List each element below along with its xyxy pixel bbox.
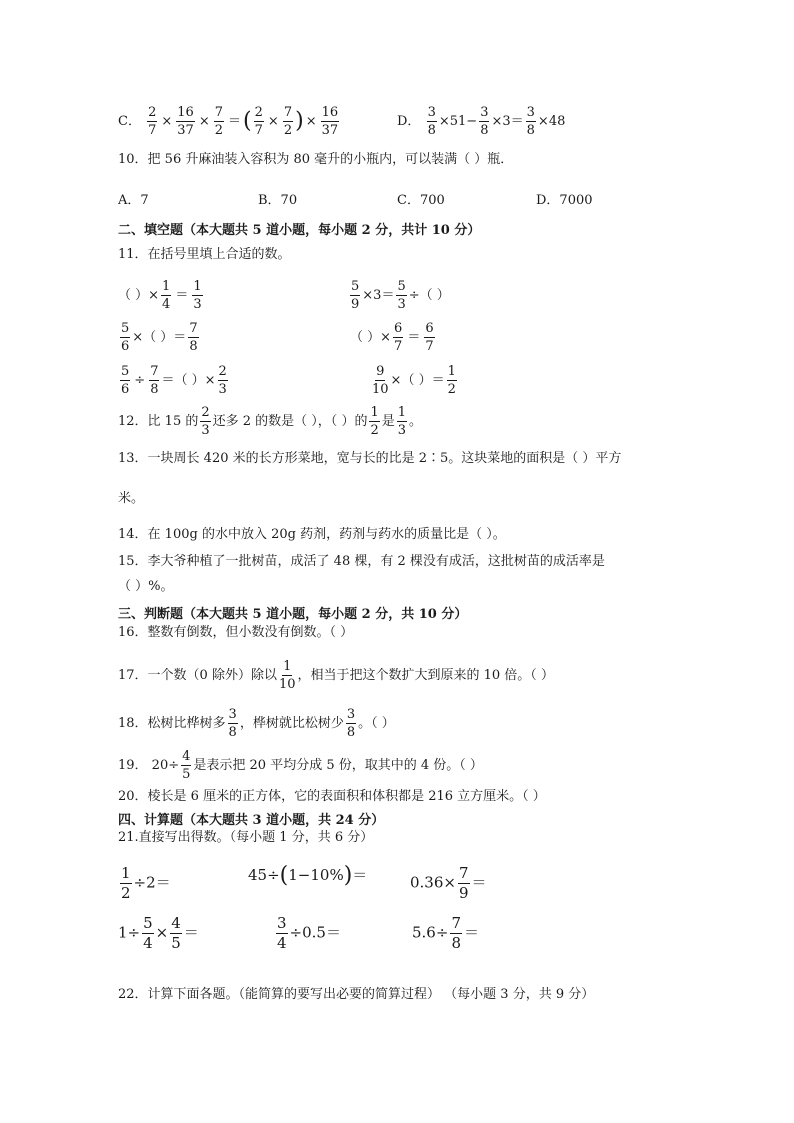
fraction: $\frac{3}{8}$ xyxy=(480,105,489,138)
question-19: 19． 20÷ $\frac{4}{5}$ 是表示把 20 平均分成 5 份，取其中的 4 份。（ ） xyxy=(118,749,483,782)
expr-text: ×48 xyxy=(537,114,566,129)
expr-text: ×51− xyxy=(438,114,478,129)
fraction: $\frac{2}{7}$ xyxy=(148,105,157,138)
section-title: 三、判断题（本大题共 5 道小题，每小题 2 分，共 10 分） xyxy=(118,607,468,622)
q21-expr-1: $\frac{1}{2}$ ÷2＝ xyxy=(121,864,171,902)
q11-row1-left: （ ）× $\frac{1}{4}$ ＝ $\frac{1}{3}$ xyxy=(118,279,202,312)
fraction: $\frac{16}{37}$ xyxy=(177,105,194,138)
question-11: 11．在括号里填上合适的数。 xyxy=(118,247,291,262)
q10-option-c: C．700 xyxy=(397,193,445,208)
question-13-line2: 米。 xyxy=(118,491,145,506)
fraction: $\frac{7}{2}$ xyxy=(214,105,224,138)
question-21: 21.直接写出得数。（每小题 1 分，共 6 分） xyxy=(118,830,374,845)
q10-option-a: A．7 xyxy=(118,193,149,208)
fraction: $\frac{4}{5}$ xyxy=(182,749,191,782)
question-15-line1: 15．李大爷种植了一批树苗，成活了 48 棵，有 2 棵没有成活，这批树苗的成活率是 xyxy=(118,554,605,569)
fraction: $\frac{5}{3}$ xyxy=(397,279,406,312)
section-title: 二、填空题（本大题共 5 道小题，每小题 2 分，共计 10 分） xyxy=(118,223,481,238)
fraction: $\frac{1}{3}$ xyxy=(193,279,202,312)
fraction: $\frac{1}{4}$ xyxy=(162,279,171,312)
option-label: C． xyxy=(118,114,141,129)
fraction: $\frac{4}{5}$ xyxy=(171,914,181,952)
q9-option-d xyxy=(397,106,565,137)
fraction: $\frac{5}{6}$ xyxy=(121,321,130,354)
q21-expr-4: 1÷ $\frac{5}{4}$ × $\frac{4}{5}$ ＝ xyxy=(118,914,199,952)
fraction: $\frac{1}{2}$ xyxy=(121,864,131,902)
q11-row2-left: $\frac{5}{6}$ ×（ ）＝ $\frac{7}{8}$ xyxy=(121,321,198,354)
fraction: $\frac{1}{10}$ xyxy=(278,659,296,692)
fraction: $\frac{7}{9}$ xyxy=(458,864,469,902)
fraction: $\frac{7}{8}$ xyxy=(150,364,159,397)
q11-row3-left: $\frac{5}{6}$ ÷ $\frac{7}{8}$ ＝（ ）× $\frac{2}{3}$ xyxy=(121,364,227,397)
fraction: $\frac{1}{3}$ xyxy=(397,405,407,438)
fraction: $\frac{1}{2}$ xyxy=(447,364,456,397)
fraction: $\frac{6}{7}$ xyxy=(394,321,403,354)
fraction: $\frac{3}{8}$ xyxy=(526,105,535,138)
fraction: $\frac{5}{9}$ xyxy=(351,279,360,312)
q10-option-b: B．70 xyxy=(258,193,298,208)
fraction: $\frac{6}{7}$ xyxy=(425,321,434,354)
question-20: 20．棱长是 6 厘米的正方体，它的表面积和体积都是 216 立方厘米。（ ） xyxy=(118,789,546,804)
q21-expr-6: 5.6÷ $\frac{7}{8}$ ＝ xyxy=(412,914,479,952)
fraction: $\frac{16}{37}$ xyxy=(321,105,339,138)
fraction: $\frac{7}{2}$ xyxy=(283,105,293,138)
fraction: $\frac{3}{8}$ xyxy=(427,105,436,138)
question-14: 14．在 100g 的水中放入 20g 药剂，药剂与药水的质量比是（ ）。 xyxy=(118,527,506,542)
q11-row2-right: （ ）× $\frac{6}{7}$ ＝ $\frac{6}{7}$ xyxy=(350,321,434,354)
fraction: $\frac{3}{8}$ xyxy=(346,707,356,740)
q9-option-c: C． $\frac{2}{7}$ × $\frac{16}{37}$ × $\frac{7}{2}$ ＝( $\frac{2}{7}$ × $\frac{7}{2}$ ) × $\frac{16}{37}$ xyxy=(118,105,339,138)
q21-expr-2: 45÷(1−10%)＝ xyxy=(248,863,368,888)
question-17: 17．一个数（0 除外）除以 $\frac{1}{10}$ ，相当于把这个数扩大到原来的 10 倍。（ ） xyxy=(118,659,554,692)
fraction: $\frac{1}{2}$ xyxy=(370,405,379,438)
section-title: 四、计算题（本大题共 3 道小题，共 24 分） xyxy=(118,813,385,828)
question-18: 18．松树比桦树多 $\frac{3}{8}$ ，桦树就比松树少 $\frac{3}{8}$ 。（ ） xyxy=(118,707,395,740)
fraction: $\frac{3}{4}$ xyxy=(277,914,287,952)
fraction: $\frac{2}{3}$ xyxy=(201,405,210,438)
expr-text: ×3＝ xyxy=(491,114,524,129)
question-13-line1: 13．一块周长 420 米的长方形菜地，宽与长的比是 2∶5。这块菜地的面积是（ ）平方 xyxy=(118,451,622,466)
question-15-line2: （ ）%。 xyxy=(118,579,174,594)
q21-expr-5: $\frac{3}{4}$ ÷0.5＝ xyxy=(277,914,341,952)
q11-row3-right: $\frac{9}{10}$ ×（ ）＝ $\frac{1}{2}$ xyxy=(372,364,456,397)
fraction: $\frac{7}{8}$ xyxy=(189,321,198,354)
fraction: $\frac{3}{8}$ xyxy=(228,707,237,740)
fraction: $\frac{2}{7}$ xyxy=(254,105,263,138)
question-16: 16．整数有倒数，但小数没有倒数。（ ） xyxy=(118,625,354,640)
fraction: $\frac{9}{10}$ xyxy=(372,364,389,397)
question-12: 12．比 15 的 $\frac{2}{3}$ 还多 2 的数是（ ），（ ）的 $\frac{1}{2}$ 是 $\frac{1}{3}$ 。 xyxy=(118,405,423,438)
fraction: $\frac{7}{8}$ xyxy=(451,914,461,952)
fraction: $\frac{5}{6}$ xyxy=(121,364,130,397)
fraction: $\frac{2}{3}$ xyxy=(218,364,227,397)
question-22: 22．计算下面各题。（能简算的要写出必要的简算过程） （每小题 3 分，共 9 分） xyxy=(118,987,595,1002)
fraction: $\frac{5}{4}$ xyxy=(143,914,153,952)
question-10: 10．把 56 升麻油装入容积为 80 毫升的小瓶内，可以装满（ ）瓶． xyxy=(118,152,514,167)
q21-expr-3: 0.36× $\frac{7}{9}$ ＝ xyxy=(410,864,487,902)
q10-option-d: D．7000 xyxy=(536,193,593,208)
option-label: D． xyxy=(397,114,421,129)
q11-row1-right: $\frac{5}{9}$ ×3＝ $\frac{5}{3}$ ÷（ ） xyxy=(351,279,450,312)
